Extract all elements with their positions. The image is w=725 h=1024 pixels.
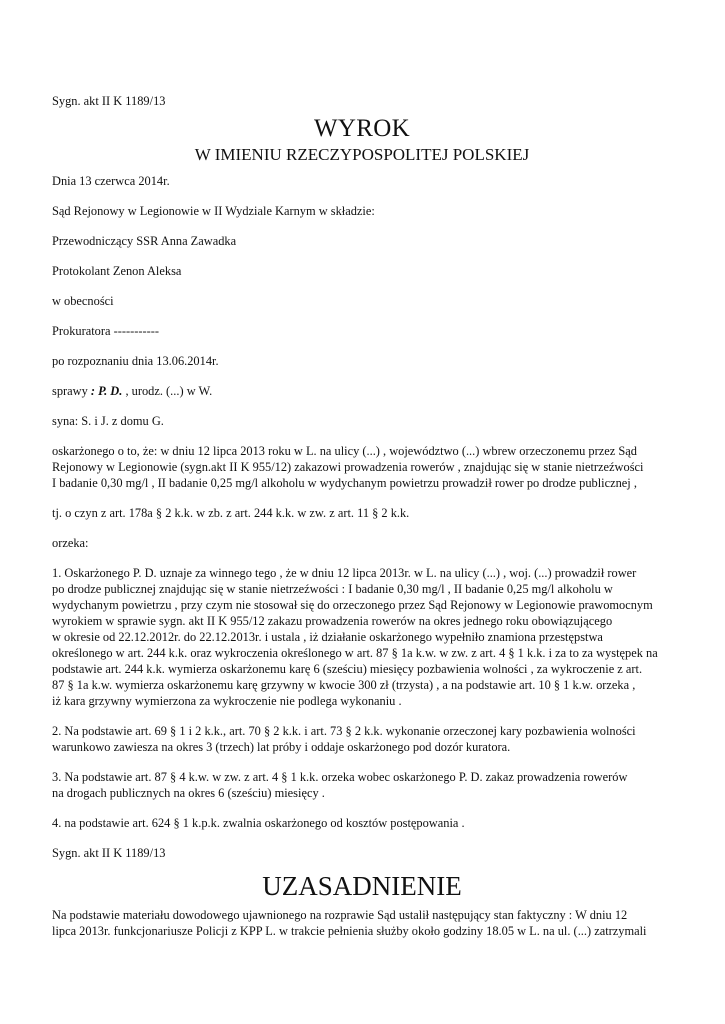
justification-title: UZASADNIENIE bbox=[262, 871, 462, 901]
case-suffix: , urodz. (...) w W. bbox=[125, 384, 213, 398]
verdict-line: iż kara grzywny wymierzona za wykroczenie nie podlega wykonaniu . bbox=[52, 694, 402, 708]
verdict-line: warunkowo zawiesza na okres 3 (trzech) lat próby i oddaje oskarżonego pod dozór kuratora. bbox=[52, 740, 511, 754]
verdict-line: podstawie art. 244 k.k. wymierza oskarżonemu karę 6 (sześciu) miesięcy pozbawienia wolności , za wykroczenie z art. bbox=[52, 662, 643, 676]
charge-paragraph bbox=[52, 443, 672, 491]
ruling-label: orzeka: bbox=[52, 536, 89, 550]
legal-basis: tj. o czyn z art. 178a § 2 k.k. w zb. z art. 244 k.k. w zw. z art. 11 § 2 k.k. bbox=[52, 506, 410, 520]
verdict-point-1 bbox=[52, 565, 672, 709]
verdict-line: wyrokiem w sprawie sygn. akt II K 955/12 zakazu prowadzenia rowerów na okres jednego roku obowiązującego bbox=[52, 614, 613, 628]
verdict-line: określonego w art. 244 k.k. oraz wykroczenia określonego w art. 87 § 1a k.w. w zw. z art. 4 § 1 k.k. i za to za występek na bbox=[52, 646, 658, 660]
judgment-date: Dnia 13 czerwca 2014r. bbox=[52, 174, 170, 188]
verdict-line: po drodze publicznej znajdując się w stanie nietrzeźwości : I badanie 0,30 mg/l , II badanie 0,25 mg/l alkoholu w bbox=[52, 582, 613, 596]
justification-signature: Sygn. akt II K 1189/13 bbox=[52, 846, 166, 860]
defendant-name: : P. D. bbox=[90, 384, 123, 398]
verdict-line: w okresie od 22.12.2012r. do 22.12.2013r. i ustala , iż działanie oskarżonego wypełniło znamiona przestępstwa bbox=[52, 630, 603, 644]
court-composition: Sąd Rejonowy w Legionowie w II Wydziale Karnym w składzie: bbox=[52, 204, 375, 218]
justification-line: Na podstawie materiału dowodowego ujawnionego na rozprawie Sąd ustalił następujący stan faktyczny : W dniu 12 bbox=[52, 908, 628, 922]
verdict-point-2 bbox=[52, 723, 672, 755]
justification-line: lipca 2013r. funkcjonariusze Policji z KPP L. w trakcie pełnienia służby około godziny 18.05 w L. na ul. (...) zatrzymali bbox=[52, 924, 647, 938]
document-title: WYROK bbox=[314, 115, 410, 142]
verdict-line: na drogach publicznych na okres 6 (sześciu) miesięcy . bbox=[52, 786, 325, 800]
verdict-line: 3. Na podstawie art. 87 § 4 k.w. w zw. z art. 4 § 1 k.k. orzeka wobec oskarżonego P. D. zakaz prowadzenia rowerów bbox=[52, 770, 628, 784]
charge-line: Rejonowy w Legionowie (sygn.akt II K 955/12) zakazowi prowadzenia rowerów , znajdując się w stanie nietrzeźwości bbox=[52, 460, 644, 474]
verdict-point-3 bbox=[52, 769, 672, 801]
justification-paragraph bbox=[52, 907, 672, 939]
judgment-document bbox=[52, 93, 672, 939]
case-party bbox=[52, 383, 672, 399]
verdict-line: 1. Oskarżonego P. D. uznaje za winnego tego , że w dniu 12 lipca 2013r. w L. na ulicy (...) , woj. (...) prowadził rower bbox=[52, 566, 637, 580]
verdict-line: 87 § 1a k.w. wymierza oskarżonemu karę grzywny w kwocie 300 zł (trzysta) , a na podstawie art. 10 § 1 k.w. orzeka , bbox=[52, 678, 636, 692]
verdict-line: 2. Na podstawie art. 69 § 1 i 2 k.k., art. 70 § 2 k.k. i art. 73 § 2 k.k. wykonanie orzeczonej kary pozbawienia wolności bbox=[52, 724, 636, 738]
parentage: syna: S. i J. z domu G. bbox=[52, 414, 164, 428]
verdict-line: wydychanym powietrzu , przy czym nie stosował się do orzeczonego przez Sąd Rejonowy w Legionowie prawomocnym bbox=[52, 598, 653, 612]
prosecutor-line: Prokuratora ----------- bbox=[52, 324, 159, 338]
verdict-point-4: 4. na podstawie art. 624 § 1 k.p.k. zwalnia oskarżonego od kosztów postępowania . bbox=[52, 816, 465, 830]
case-prefix: sprawy bbox=[52, 384, 88, 398]
hearing-date: po rozpoznaniu dnia 13.06.2014r. bbox=[52, 354, 219, 368]
document-subtitle: W IMIENIU RZECZYPOSPOLITEJ POLSKIEJ bbox=[194, 145, 530, 164]
court-clerk: Protokolant Zenon Aleksa bbox=[52, 264, 182, 278]
charge-line: I badanie 0,30 mg/l , II badanie 0,25 mg/l alkoholu w wydychanym powietrzu prowadził rower po drodze publicznej , bbox=[52, 476, 637, 490]
charge-line: oskarżonego o to, że: w dniu 12 lipca 2013 roku w L. na ulicy (...) , województwo (...) wbrew orzeczonemu przez Sąd bbox=[52, 444, 637, 458]
presiding-judge: Przewodniczący SSR Anna Zawadka bbox=[52, 234, 237, 248]
case-signature: Sygn. akt II K 1189/13 bbox=[52, 94, 166, 108]
presence-label: w obecności bbox=[52, 294, 114, 308]
